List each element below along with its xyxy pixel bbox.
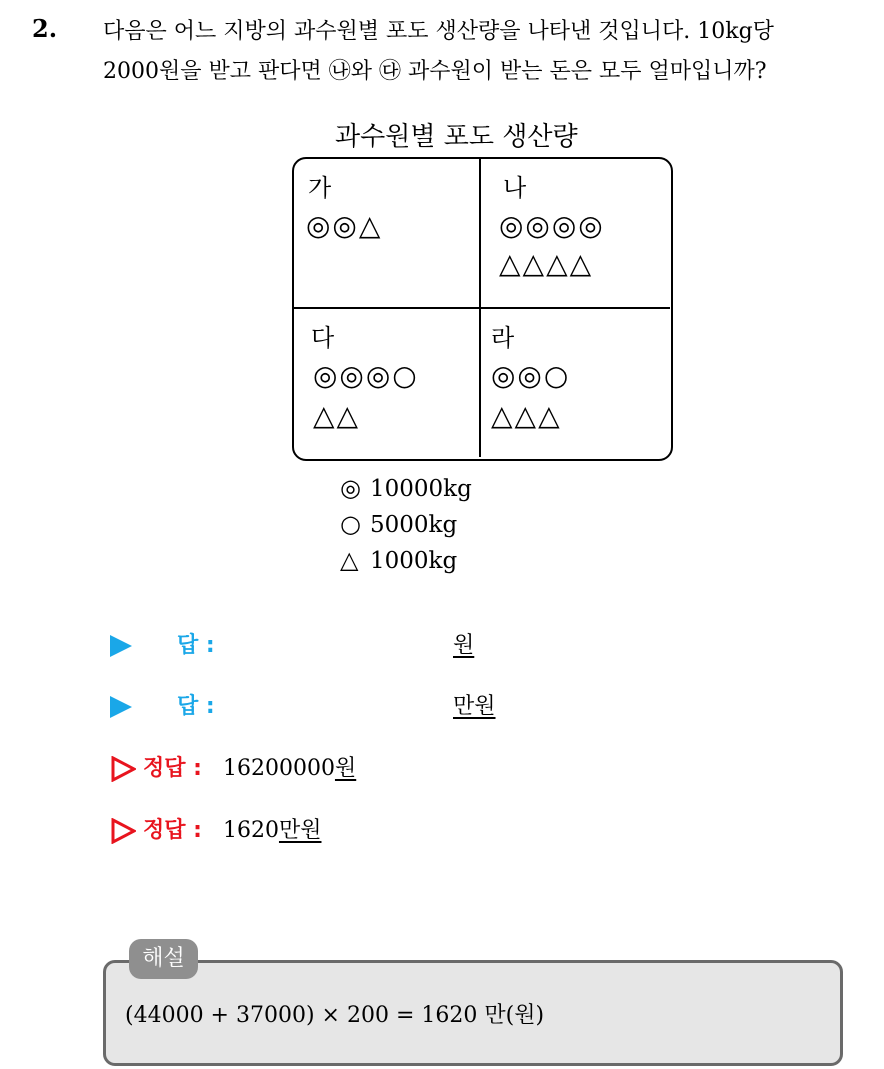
explanation-tab: 해설 [129,939,198,979]
correct-label: 정답 : [143,756,202,781]
chart-title: 과수원별 포도 생산량 [335,122,578,152]
cell-ra-symbols-row2: △△△ [491,399,562,432]
cell-ra-symbols-row1: ◎◎○ [491,359,571,392]
answer-label: 답 : [177,633,215,658]
cell-na-name: 나 [503,174,527,202]
answer-label: 답 : [177,694,215,719]
correct-row-2 [110,813,321,844]
answer-unit: 만원 [453,694,496,719]
question-text-line1: 다음은 어느 지방의 과수원별 포도 생산량을 나타낸 것입니다. 10kg당 [103,19,774,44]
question-number: 2. [32,14,58,43]
explanation-text: (44000 + 37000) × 200 = 1620 만(원) [125,1003,545,1028]
cell-da-symbols-row1: ◎◎◎○ [313,359,419,392]
answer-row-2 [110,689,215,720]
cell-ga-name: 가 [308,174,332,202]
correct-unit: 만원 [278,818,322,843]
correct-unit: 원 [334,756,357,781]
legend-value: 5000kg [370,512,458,538]
legend-item-double-circle [340,474,472,502]
cell-na-symbols-row2: △△△△ [499,247,594,280]
double-circle-icon: ◎ [340,474,361,502]
cell-da-name: 다 [311,324,335,352]
correct-value: 16200000 [222,756,335,781]
outline-play-icon [110,756,136,782]
correct-label: 정답 : [143,818,202,843]
outline-play-icon [110,818,136,844]
table-divider-horizontal [293,307,670,309]
answer-unit: 원 [453,633,475,658]
play-arrow-icon [110,696,132,718]
legend-item-circle [340,510,457,538]
legend-item-triangle [340,546,457,574]
correct-value: 1620 [222,818,279,843]
legend-value: 1000kg [370,548,458,574]
triangle-icon: △ [340,546,359,574]
cell-na-symbols-row1: ◎◎◎◎ [499,209,605,242]
cell-ga-symbols: ◎◎△ [306,209,383,242]
circle-icon: ○ [340,510,361,538]
play-arrow-icon [110,635,132,657]
cell-da-symbols-row2: △△ [313,399,361,432]
cell-ra-name: 라 [491,324,515,352]
correct-row-1 [110,751,356,782]
answer-row-1 [110,628,215,659]
legend-value: 10000kg [370,476,472,502]
question-text-line2: 2000원을 받고 판다면 ㉯와 ㉰ 과수원이 받는 돈은 모두 얼마입니까? [103,59,767,84]
